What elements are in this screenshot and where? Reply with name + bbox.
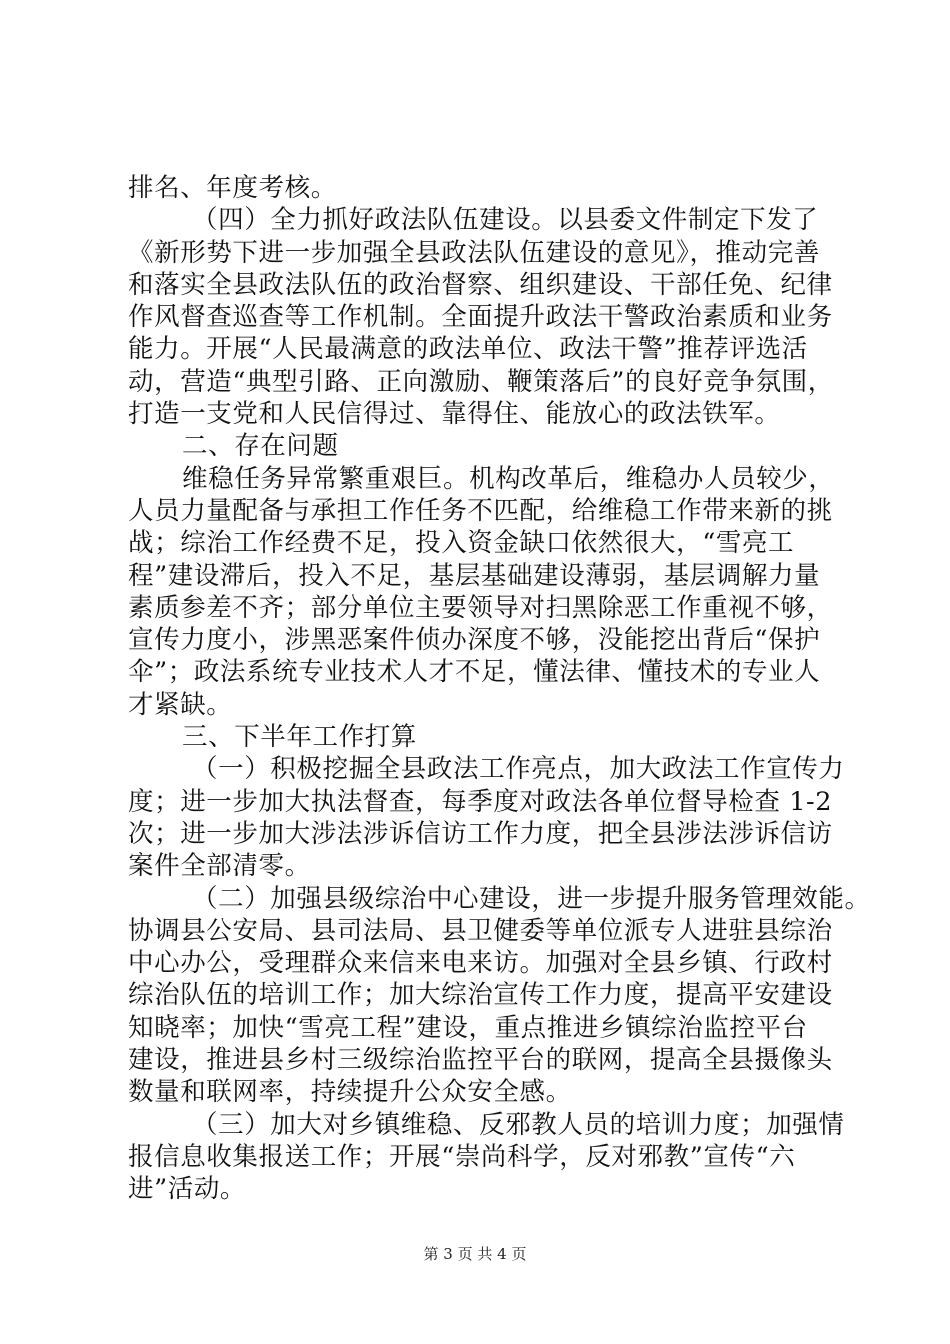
text-line: 案件全部清零。 (128, 851, 311, 882)
text-line: 进”活动。 (128, 1174, 247, 1205)
text-line: （三）加大对乡镇维稳、反邪教人员的培训力度；加强情 (192, 1109, 845, 1140)
text-line: （二）加强县级综治中心建设，进一步提升服务管理效能。 (192, 883, 871, 914)
text-line: 知晓率；加快“雪亮工程”建设，重点推进乡镇综治监控平台 (128, 1012, 808, 1043)
text-line: （一）积极挖掘全县政法工作亮点，加大政法工作宣传力 (192, 754, 845, 785)
text-line: 和落实全县政法队伍的政治督察、组织建设、干部任免、纪律 (128, 269, 833, 300)
text-line: 报信息收集报送工作；开展“崇尚科学，反对邪教”宣传“六 (128, 1141, 796, 1172)
text-line: 动，营造“典型引路、正向激励、鞭策落后”的良好竞争氛围， (128, 366, 834, 397)
text-line: 素质参差不齐；部分单位主要领导对扫黑除恶工作重视不够， (128, 592, 833, 623)
text-line: 协调县公安局、县司法局、县卫健委等单位派专人进驻县综治 (128, 915, 833, 946)
text-line: 二、存在问题 (182, 431, 339, 462)
text-line: 次；进一步加大涉法涉诉信访工作力度，把全县涉法涉诉信访 (128, 818, 833, 849)
text-line: 《新形势下进一步加强全县政法队伍建设的意见》，推动完善 (128, 237, 820, 268)
text-line: 建设，推进县乡村三级综治监控平台的联网，提高全县摄像头 (128, 1045, 833, 1076)
text-line: 排名、年度考核。 (128, 173, 337, 203)
text-line: 三、下半年工作打算 (182, 722, 417, 753)
text-line: 才紧缺。 (128, 689, 233, 720)
text-line: 打造一支党和人民信得过、靠得住、能放心的政法铁军。 (128, 399, 781, 430)
text-line: 综治队伍的培训工作；加大综治宣传工作力度，提高平安建设 (128, 980, 833, 1011)
text-line: 伞”；政法系统专业技术人才不足，懂法律、懂技术的专业人 (128, 657, 821, 688)
text-line: 数量和联网率，持续提升公众安全感。 (128, 1077, 572, 1108)
text-line: 维稳任务异常繁重艰巨。机构改革后，维稳办人员较少， (182, 463, 835, 494)
text-line: 作风督查巡查等工作机制。全面提升政法干警政治素质和业务 (128, 302, 833, 333)
text-line: 度；进一步加大执法督查，每季度对政法各单位督导检查 1-2 (128, 786, 833, 817)
text-line: 程”建设滞后，投入不足，基层基础建设薄弱，基层调解力量 (128, 560, 821, 591)
text-line: 宣传力度小，涉黑恶案件侦办深度不够，没能挖出背后“保护 (128, 625, 821, 656)
text-line: 人员力量配备与承担工作任务不匹配，给维稳工作带来新的挑 (128, 495, 833, 526)
text-line: 中心办公，受理群众来信来电来访。加强对全县乡镇、行政村 (128, 948, 833, 979)
text-line: （四）全力抓好政法队伍建设。以县委文件制定下发了 (192, 205, 819, 236)
page-footer: 第 3 页 共 4 页 (423, 1245, 527, 1263)
text-line: 能力。开展“人民最满意的政法单位、政法干警”推荐评选活 (128, 334, 808, 365)
document-body (128, 172, 871, 1206)
text-line: 战；综治工作经费不足，投入资金缺口依然很大，“雪亮工 (128, 528, 795, 559)
